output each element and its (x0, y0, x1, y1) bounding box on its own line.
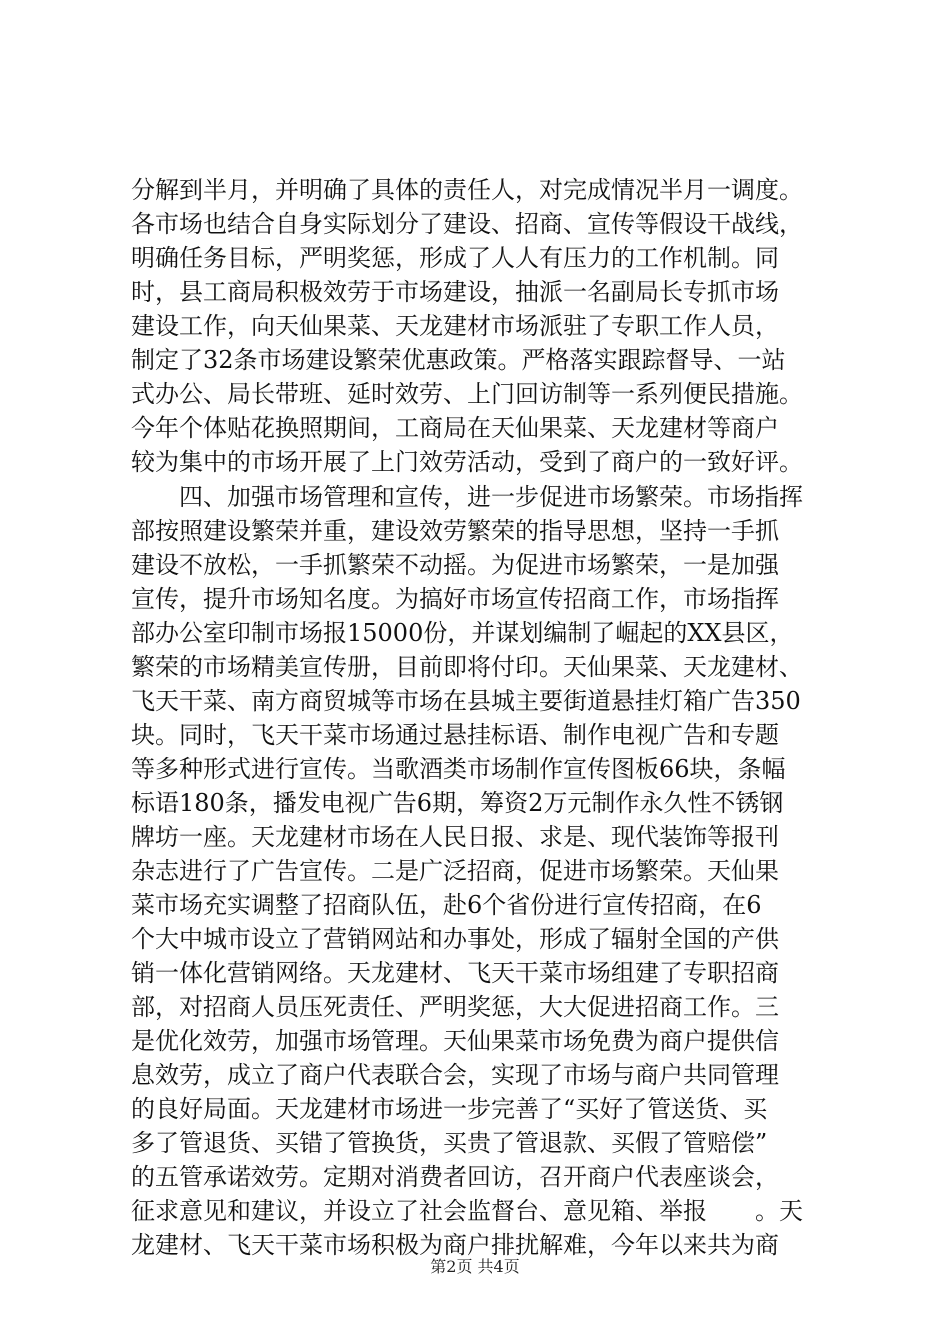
text-line: 建设工作，向天仙果菜、天龙建材市场派驻了专职工作人员， (131, 312, 779, 340)
text-line: 建设不放松，一手抓繁荣不动摇。为促进市场繁荣，一是加强 (131, 551, 779, 579)
text-line: 四、加强市场管理和宣传，进一步促进市场繁荣。市场指挥 (131, 483, 803, 511)
text-line: 的良好局面。天龙建材市场进一步完善了“买好了管送货、买 (131, 1095, 768, 1123)
text-line: 销一体化营销网络。天龙建材、飞天干菜市场组建了专职招商 (131, 959, 779, 987)
text-line: 部，对招商人员压死责任、严明奖惩，大大促进招商工作。三 (131, 993, 779, 1021)
text-line: 繁荣的市场精美宣传册，目前即将付印。天仙果菜、天龙建材、 (131, 653, 803, 681)
text-line: 块。同时，飞天干菜市场通过悬挂标语、制作电视广告和专题 (131, 721, 779, 749)
text-line: 时，县工商局积极效劳于市场建设，抽派一名副局长专抓市场 (131, 278, 779, 306)
text-line: 的五管承诺效劳。定期对消费者回访，召开商户代表座谈会， (131, 1163, 779, 1191)
text-line: 部按照建设繁荣并重，建设效劳繁荣的指导思想，坚持一手抓 (131, 517, 779, 545)
text-line: 分解到半月，并明确了具体的责任人，对完成情况半月一调度。 (131, 176, 803, 204)
text-line: 多了管退货、买错了管换货，买贵了管退款、买假了管赔偿” (131, 1129, 768, 1157)
text-line: 标语180条，播发电视广告6期，筹资2万元制作永久性不锈钢 (131, 789, 784, 817)
text-line: 龙建材、飞天干菜市场积极为商户排扰解难，今年以来共为商 (131, 1231, 779, 1259)
text-line: 等多种形式进行宣传。当歌酒类市场制作宣传图板66块，条幅 (131, 755, 786, 783)
text-line: 较为集中的市场开展了上门效劳活动，受到了商户的一致好评。 (131, 448, 803, 476)
text-line: 飞天干菜、南方商贸城等市场在县城主要街道悬挂灯箱广告350 (131, 687, 801, 715)
text-line: 制定了32条市场建设繁荣优惠政策。严格落实跟踪督导、一站 (131, 346, 786, 374)
text-line: 各市场也结合自身实际划分了建设、招商、宣传等假设干战线， (131, 210, 803, 238)
text-line: 部办公室印制市场报15000份，并谋划编制了崛起的XX县区， (131, 619, 794, 647)
page-number: 第2页 共4页 (430, 1257, 520, 1276)
text-line: 是优化效劳，加强市场管理。天仙果菜市场免费为商户提供信 (131, 1027, 779, 1055)
text-line: 个大中城市设立了营销网站和办事处，形成了辐射全国的产供 (131, 925, 779, 953)
text-line: 今年个体贴花换照期间，工商局在天仙果菜、天龙建材等商户 (131, 414, 779, 442)
text-line: 宣传，提升市场知名度。为搞好市场宣传招商工作，市场指挥 (131, 585, 779, 613)
text-line: 杂志进行了广告宣传。二是广泛招商，促进市场繁荣。天仙果 (131, 857, 779, 885)
text-line: 征求意见和建议，并设立了社会监督台、意见箱、举报 。天 (131, 1197, 803, 1225)
text-line: 息效劳，成立了商户代表联合会，实现了市场与商户共同管理 (131, 1061, 779, 1089)
text-line: 牌坊一座。天龙建材市场在人民日报、求是、现代装饰等报刊 (131, 823, 779, 851)
text-line: 式办公、局长带班、延时效劳、上门回访制等一系列便民措施。 (131, 380, 803, 408)
text-line: 明确任务目标，严明奖惩，形成了人人有压力的工作机制。同 (131, 244, 779, 272)
text-line: 菜市场充实调整了招商队伍，赴6个省份进行宣传招商，在6 (131, 891, 762, 919)
